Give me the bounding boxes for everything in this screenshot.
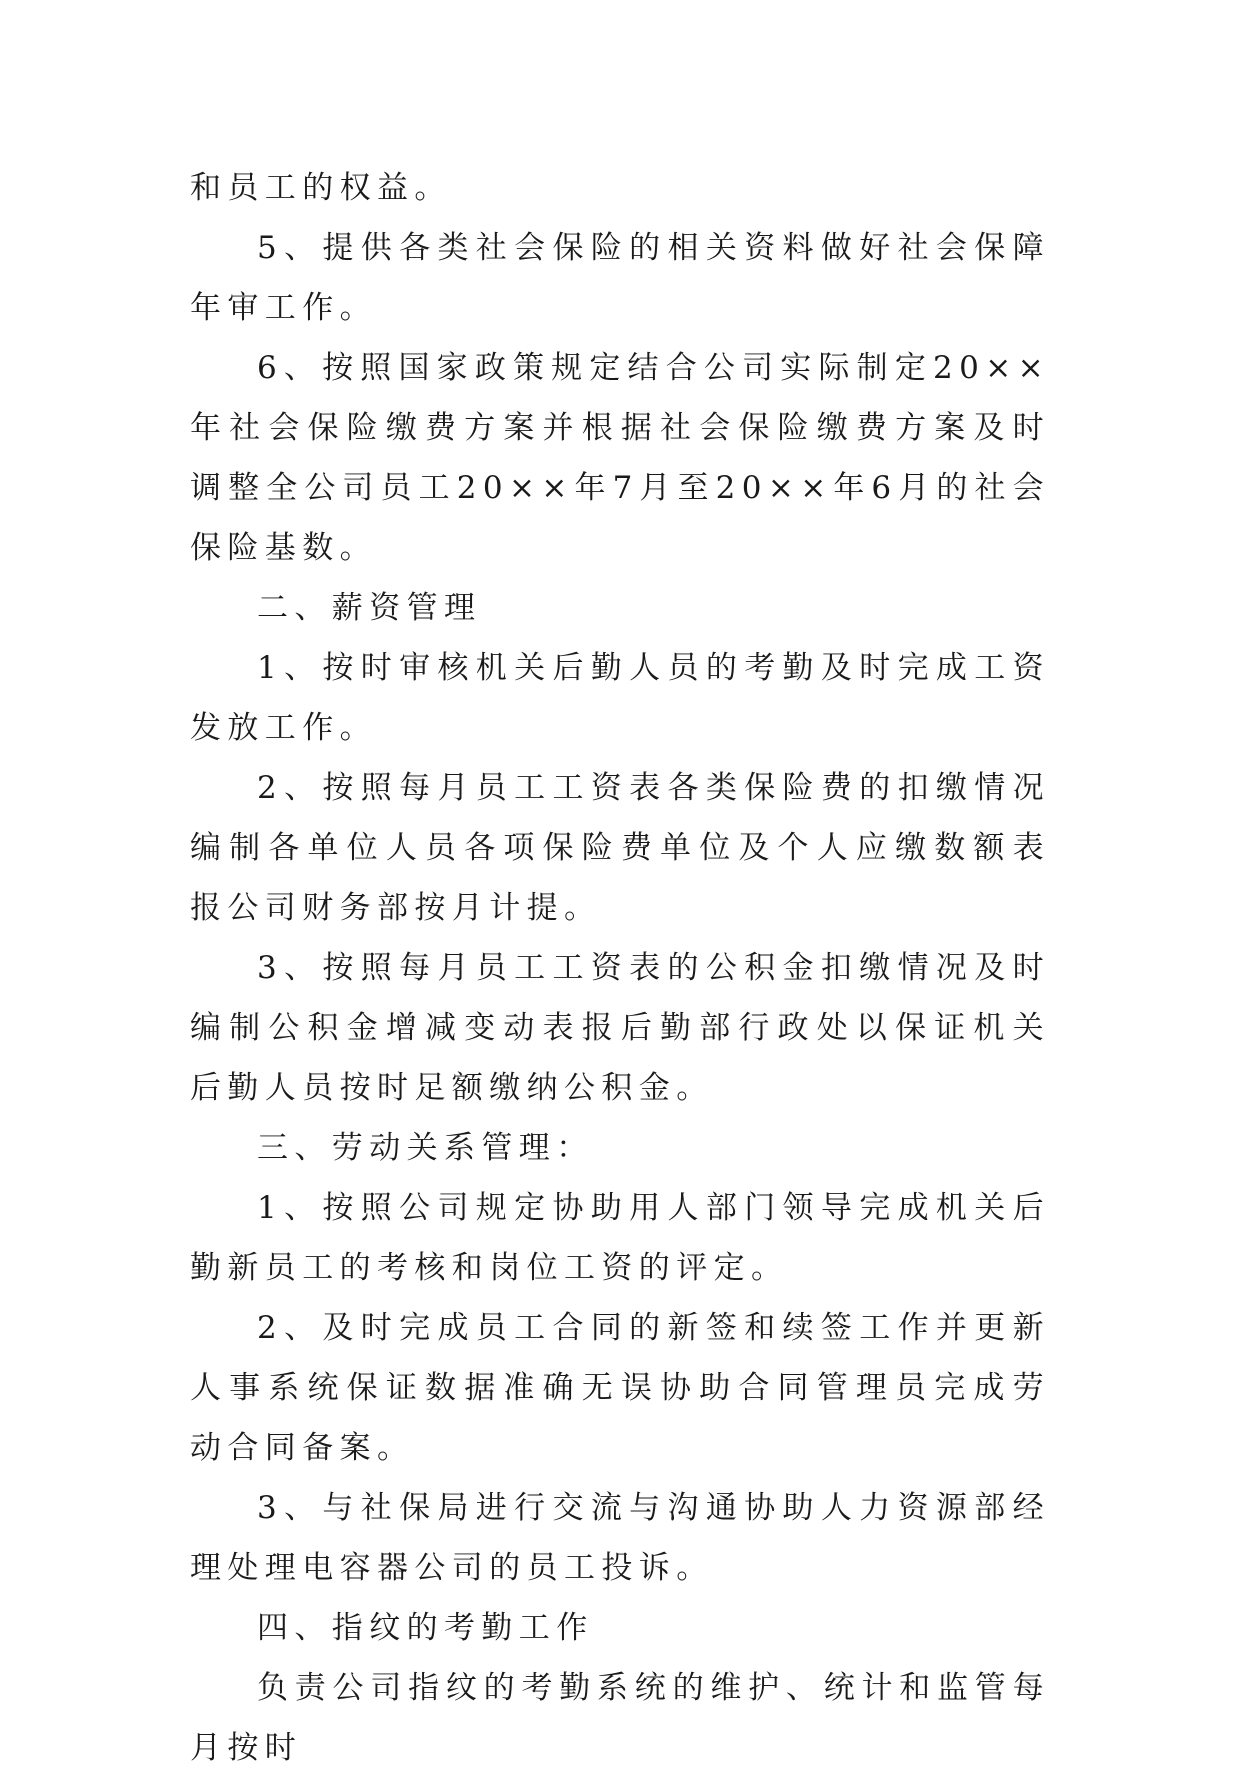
paragraph: 和员工的权益。 [190,170,452,206]
paragraph: 3、与社保局进行交流与沟通协助人力资源部经理处理电容器公司的员工投诉。 [190,1490,1050,1586]
paragraph: 2、按照每月员工工资表各类保险费的扣缴情况编制各单位人员各项保险费单位及个人应缴数额表报公司财务部按月计提。 [190,770,1050,926]
document-body [190,158,1050,1778]
paragraph: 2、及时完成员工合同的新签和续签工作并更新人事系统保证数据准确无误协助合同管理员完成劳动合同备案。 [190,1310,1050,1466]
section-heading: 二、薪资管理 [257,590,482,626]
paragraph: 5、提供各类社会保险的相关资料做好社会保障年审工作。 [190,230,1050,326]
paragraph: 6、按照国家政策规定结合公司实际制定20××年社会保险缴费方案并根据社会保险缴费方案及时调整全公司员工20××年7月至20××年6月的社会保险基数。 [190,350,1050,566]
section-heading: 四、指纹的考勤工作 [257,1610,594,1646]
paragraph: 1、按时审核机关后勤人员的考勤及时完成工资发放工作。 [190,650,1050,746]
paragraph: 负责公司指纹的考勤系统的维护、统计和监管每月按时 [190,1670,1050,1766]
paragraph: 3、按照每月员工工资表的公积金扣缴情况及时编制公积金增减变动表报后勤部行政处以保证机关后勤人员按时足额缴纳公积金。 [190,950,1050,1106]
section-heading: 三、劳动关系管理： [257,1130,594,1166]
paragraph: 1、按照公司规定协助用人部门领导完成机关后勤新员工的考核和岗位工资的评定。 [190,1190,1050,1286]
